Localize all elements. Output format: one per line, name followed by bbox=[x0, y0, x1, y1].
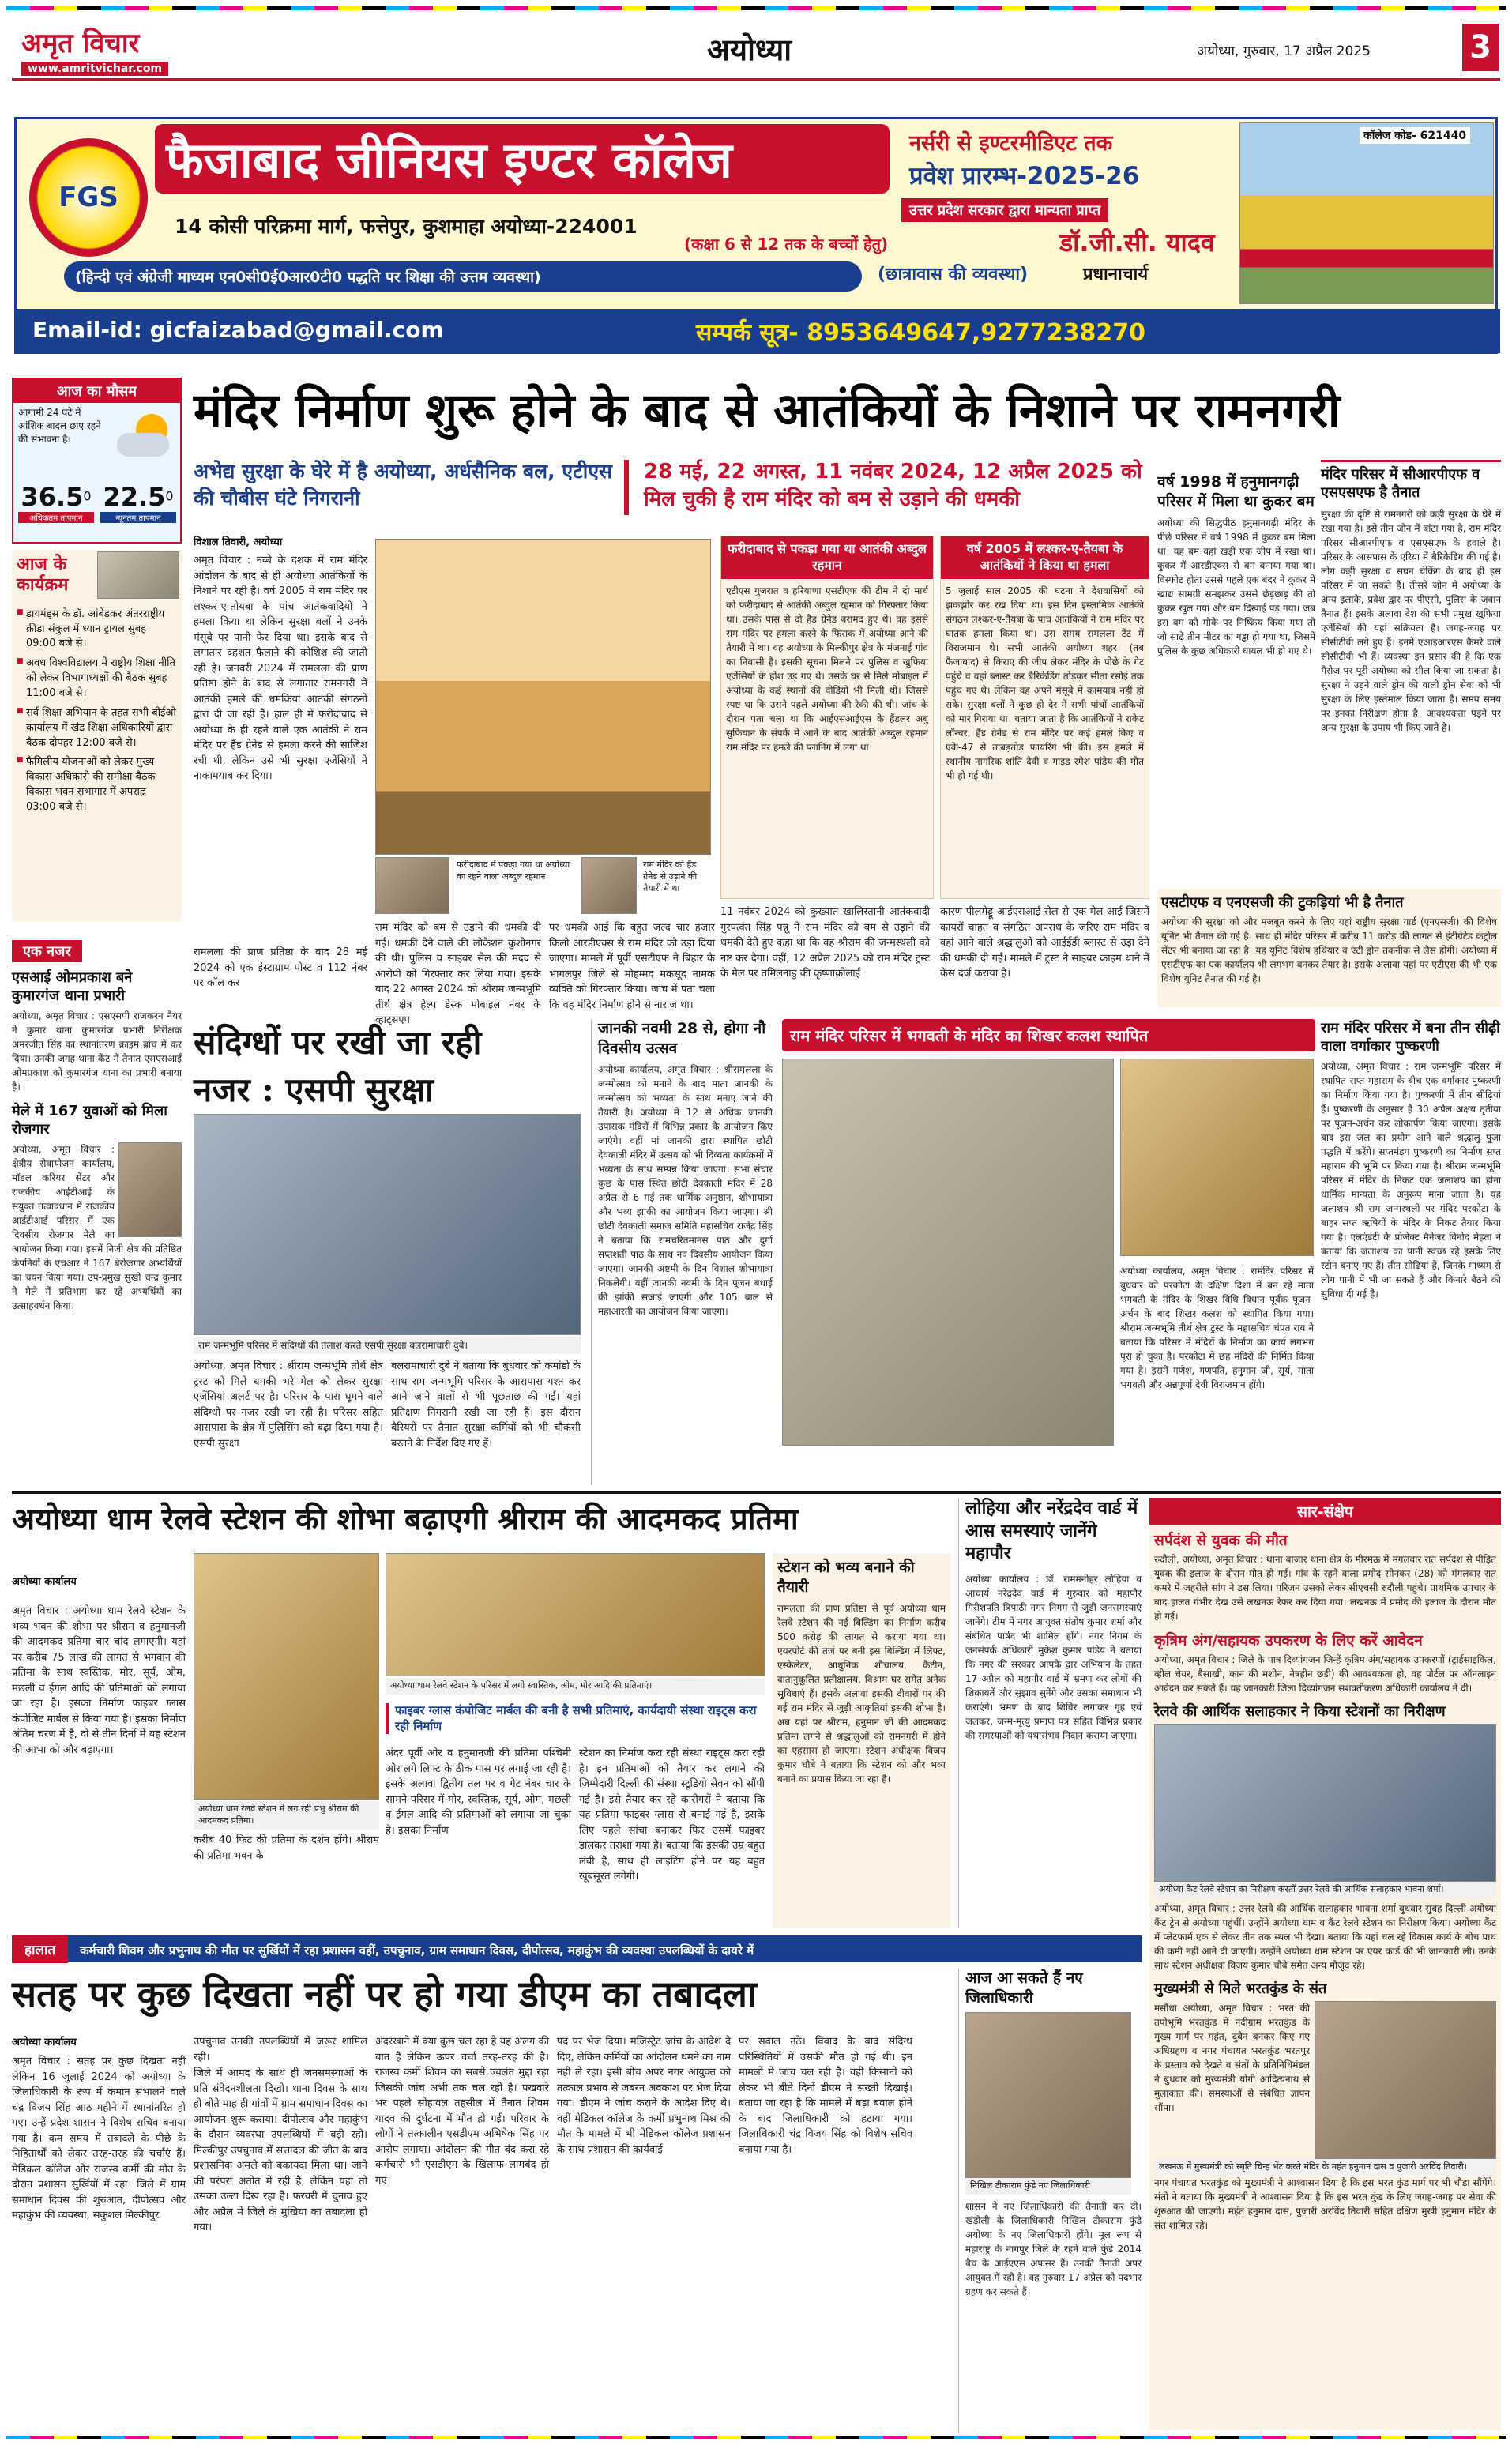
new-dm-photo bbox=[965, 2012, 1131, 2178]
dm-text-2: उपचुनाव उनकी उपलब्धियों में जरूर शामिल रही। bbox=[194, 2036, 367, 2063]
max-temp bbox=[18, 482, 94, 523]
saar-cm-photo bbox=[1315, 2001, 1496, 2159]
station-box-text: रामलला की प्राण प्रतिष्ठा से पूर्व अयोध्या धाम रेलवे स्टेशन की नई बिल्डिंग का निर्माण करीब 500 करोड़ की लागत से कराया गया था। एयरपोर्ट की तर्ज पर बनी इस बिल्डिंग में लिफ्ट, एस्केलेटर, आधुनिक शौचालय, कैटीन, वातानुकूलित प्रतीक्षालय, विश्राम घर समेत अनेक सुविधाएं हैं। इसके अलावा इसकी दीवारों पर की गई राम मंदिर से जुड़ी आकृतियां इसकी शोभा है। अब यहां पर श्रीराम, हनुमान जी की आदमकद प्रतिमा लगने से श्रद्धालुओं को रामनगरी में होने का एहसास हो जाएगा। स्टेशन अधीक्षक विजय कुमार चौबे ने बताया कि स्टेशन को और भव्य बनाने का प्रयास किया जा रहा है। bbox=[777, 1603, 946, 1785]
saar-head-4: मुख्यमंत्री से मिले भरतकुंड के संत bbox=[1154, 1980, 1327, 1997]
ek-nazar-text-2: अयोध्या, अमृत विचार : क्षेत्रीय सेवायोजन कार्यालय, मॉडल करियर सेंटर और राजकीय आईटीआई के संयुक्त तत्वावधान में राजकीय आईटीआई परिसर में एक दिवसीय रोजगार मेले का आयोजन किया गया। इसमें निजी क्षेत्र की प्रतिष्ठित कंपनियों के एचआर ने 167 बेरोजगार अभ्यर्थियों का चयन किया गया। उप-प्रमुख सुखी चन्द्र कुमार ने मेले में प्रतिभाग कर रहे अभ्यर्थियों का उत्साहवर्धन किया। bbox=[12, 1143, 182, 1311]
saar-sankshep bbox=[1149, 1498, 1501, 2430]
dm-text-1: अमृत विचार : सतह पर कुछ दिखता नहीं लेकिन 16 जुलाई 2024 को अयोध्या के जिलाधिकारी के रूप में कमान संभालने वाले चंद्र विजय सिंह आठ महीने में स्थानांतरित हो गए। उन्हें प्रदेश शासन ने विशेष सचिव बनाया गया है। कम समय में तबादले के पीछे के निहितार्थों को लेकर तरह-तरह की चर्चाएं हैं। मेडिकल कॉलेज और राजस्व कर्मी की मौत के दौरान प्रशासन सुर्खियों में रहा। जिले में ग्राम समाधान दिवस की शुरुआत, दीपोत्सव और महाकुंभ की व्यवस्था, सकुशल मिल्कीपुर bbox=[12, 2056, 186, 2221]
masthead bbox=[12, 17, 1500, 81]
lashkar-box-text: 5 जुलाई साल 2005 की घटना ने देशवासियों को झकझोर कर रख दिया था। इस दिन इस्लामिक आतंकी संगठन लश्कर-ए-तैयबा के पांच आतंकियों ने राम मंदिर पर घातक हमला किया था। उस समय रामलला टेंट में विराजमान थे। सभी आतंकी अयोध्या शहर। (तब फैजाबाद) से किराए की जीप लेकर मंदिर के पीछे के गेट पहुंचे व वहां ब्लास्ट कर बैरिकेडिंग तोड़कर सीता रसोई तक पहुंच गए थे। लेकिन वह अपने मंसूबे में कामयाब नहीं हो सके। सुरक्षा बलों ने कुछ ही देर में सभी पांचों आतंकियों को मार गिराया था। बताया जाता है कि आतंकियों ने राकेट लॉन्चर, हैंड ग्रेनेड से राम मंदिर पर कई हमले किए व एके-47 से ताबड़तोड़ फायरिंग भी की। इस हमले में स्थानीय नागरिक शांति देवी व गाइड रमेश पांडेय की मौत भी हो गई थी। bbox=[946, 585, 1144, 781]
railway-photo-1 bbox=[194, 1553, 379, 1800]
today-item: ■ सर्व शिक्षा अभियान के तहत सभी बीईओ कार्यालय में खंड शिक्षा अधिकारियों द्वारा बैठक दोपहर 12:00 बजे से। bbox=[17, 706, 177, 751]
dm-text-5: पद पर भेज दिया। मजिस्ट्रेट जांच के आदेश दे दिए, लेकिन कर्मियों का आंदोलन थमने का नाम नहीं ले रहा। इसी बीच अपर नगर आयुक्त को तत्काल प्रभाव से जबरन अवकाश पर भेज दिया गया। डीएम ने जांच कराने के आदेश दिए थे। वहीं मेडिकल कॉलेज के कर्मी प्रभुनाथ मिश्र की मौत के मामले में भी मेडिकल कॉलेज प्रशासन के साथ प्रशासन की कार्यवाई bbox=[557, 2036, 731, 2156]
registration-strip-bottom bbox=[6, 2436, 1506, 2439]
railway-text-3: अंदर पूर्वी ओर व हनुमानजी की प्रतिमा पश्चिमी ओर लगे लिफ्ट के ठीक पास पर लगाई जा रही है। इसके अलावा द्वितीय तल पर व गेट नंबर चार के सामने परिसर में मोर, स्वस्तिक, सूर्य, ओम, मछली व ईगल आदि की प्रतिमाओं को लगाया जा चुका है। इसका निर्माण bbox=[386, 1747, 571, 1837]
ad-logo-text: FGS bbox=[58, 182, 118, 213]
saar-railway-photo bbox=[1154, 1724, 1496, 1882]
crpf-head: मंदिर परिसर में सीआरपीएफ व एसएसएफ है तैनात bbox=[1321, 460, 1501, 502]
today-temple-photo bbox=[97, 551, 179, 599]
faridabad-box-head: फरीदाबाद से पकड़ा गया था आतंकी अब्दुल रहमान bbox=[721, 536, 933, 579]
ek-nazar-section bbox=[12, 940, 182, 1485]
kalash-photo-1 bbox=[782, 1059, 1114, 1446]
dm-headline: सतह पर कुछ दिखता नहीं पर हो गया डीएम का तबादला bbox=[12, 1973, 757, 2015]
ek-nazar-label: एक नजर bbox=[12, 940, 82, 962]
faridabad-box-text: एटीएस गुजरात व हरियाणा एसटीएफ की टीम ने दो मार्च को फरीदाबाद से आतंकी अब्दुल रहमान को गिरफ्तार किया था। उसके पास से दो हैंड ग्रेनेड बरामद हुए थे। वह इससे राम मंदिर पर हमला करने के फिराक में अयोध्या आने की तैयारी में था। वह अयोध्या के मिल्कीपुर क्षेत्र के मंजनाई गांव का निवासी है। इसकी सूचना मिलने पर पुलिस व खुफिया एजेंसियों के होश उड़ गए थे। उसके घर से मिले मोबाइल में अयोध्या के कई स्थानों की वीडियो भी मिली थी। जिससे स्पष्ट था कि उसने पहले अयोध्या की रेकी की थी। जांच के दौरान पता चला था कि आईएसआईएस के हैंडलर अबु सुफियान के संपर्क में आने के बाद आतंकी अब्दुल रहमान राम मंदिर पर हमले की प्लानिंग में लगा था। bbox=[726, 585, 928, 753]
college-advertisement bbox=[14, 117, 1498, 354]
lead-deck-left: अभेद्य सुरक्षा के घेरे में है अयोध्या, अर्धसैनिक बल, एटीएस की चौबीस घंटे निगरानी bbox=[194, 460, 612, 510]
lead-text-col4: 11 नवंबर 2024 को कुख्यात खालिस्तानी आतंकवादी गुरपत्वंत सिंह पन्नू ने राम मंदिर को बम से उड़ाने की धमकी देते हुए कहा था कि वह श्रीराम की जन्मस्थली को नष्ट कर देगा। वहीं, 12 अप्रैल 2025 को राम मंदिर ट्रस्ट के मेल पर तमिलनाडु की कृष्णाकोलाई bbox=[720, 906, 930, 980]
ad-college-photo bbox=[1239, 122, 1494, 304]
pushkarni-text: अयोध्या, अमृत विचार : राम जन्मभूमि परिसर में स्थापित सप्त महाराम के बीच एक वर्गाकार पुष्करणी का निर्माण किया गया है। पुष्करणी में तीन सीढ़ियां हैं। पुष्करणी के अनुसार है 30 अप्रैल अक्षय तृतीया पर पूजन-अर्चन कर लोकार्पण किया जाएगा। इसके बाद इस जल का प्रयोग आने वाले श्रद्धालु पूजा पद्धति में करेंगे। सप्तमंडप पुष्करणी का निर्माण सप्त महाराम की भूमि पर किया गया है। श्रीराम जन्मभूमि परिसर में मंदिर के निकट एक जलाशय का होना धार्मिक मान्यता के अनुरूप माना जाता है। यह जलाशय श्री राम जन्मस्थली पर मंदिर परकोटा के बाहर सप्त ऋषियों के मंदिर के निकट तैयार किया गया है। एलएंडटी के प्रोजेक्ट मैनेजर विनोद मेहता ने बताया कि जलाशय का पानी स्वच्छ रहे इसके लिए स्टोन बनाए गए हैं। तीन सीढ़ियां हैं, जिनके माध्यम से लोग पानी में भी जा सकते हैं और किनारे बैठने की सुविधा दी गई है। bbox=[1321, 1060, 1501, 1300]
ek-nazar-text-1: अयोध्या, अमृत विचार : एसएसपी राजकरन नैयर ने कुमार थाना कुमारगंज प्रभारी निरीक्षक अमरजीत सिंह का स्थानांतरण क्राइम ब्रांच में कर दिया। उनकी जगह थाना कैंट में तैनात एसएसआई ओमप्रकाश को कुमारगंज थाना का प्रभारी बनाया है। bbox=[12, 1010, 182, 1093]
railway-caption-2: अयोध्या धाम रेलवे स्टेशन के परिसर में लगी स्वास्तिक, ओम, मोर आदि की प्रतिमाएं। bbox=[386, 1678, 765, 1695]
ek-nazar-job-photo bbox=[118, 1142, 182, 1237]
railway-photo-2 bbox=[386, 1553, 765, 1676]
ad-logo bbox=[29, 138, 148, 257]
lead-caption-2: राम मंदिर को हैंड ग्रेनेड से उड़ाने की तैयारी में था bbox=[638, 857, 713, 914]
lead-caption-1: फरीदाबाद में पकड़ा गया था अयोध्या का रहने वाला अब्दुल रहमान bbox=[452, 857, 578, 914]
lohia-story bbox=[958, 1498, 1142, 1928]
dm-text-4: अंदरखाने में क्या कुछ चल रहा है यह अलग की बात है लेकिन ऊपर चर्चा तरह-तरह की है। राजस्व कर्मी शिवम का सबसे ज्वलंत मुद्दा रहा जिसकी जांच अभी तक चल रही है। पखवारे भर पहले सोहावल तहसील में तैनात शिवम यादव की दुर्घटना में मौत हो गई। परिवार के लोगों ने तत्कालीन एसडीएम अभिषेक सिंह पर आरोप लगाया। आंदोलन की गीत बंद करा रहे कर्मचारी भी एसडीएम के खिलाफ लामबंद हो गए। bbox=[375, 2036, 549, 2187]
lead-text-col5: कारण पीलमेड्डू आईएसआई सेल से एक मेल आई जिसमें कायरों चाहत व संगठित अपराध के जरिए राम मंदिर व वहां आने वाले श्रद्धालुओं को आईईडी ब्लास्ट से उड़ा देने की धमकी दी गई। मामले में ट्रस्ट ने साइबर क्राइम थाने में केस दर्ज कराया है। bbox=[940, 906, 1149, 980]
ad-admission: प्रवेश प्रारम्भ-2025-26 bbox=[909, 162, 1140, 190]
min-temp-value: 22.5 bbox=[103, 482, 166, 512]
brand-site: www.amritvichar.com bbox=[21, 62, 168, 76]
sp-text-1: अयोध्या, अमृत विचार : श्रीराम जन्मभूमि तीर्थ क्षेत्र ट्रस्ट को मिले धमकी भरे मेल को लेकर सुरक्षा एजेंसियां अलर्ट पर है। परिसर के पास घूमने वाले संदिग्धों पर नजर रखी जा रही है। परिसर सहित आसपास के क्षेत्र में पुलिसिंग को बढ़ा दिया गया है। एसपी सुरक्षा bbox=[194, 1360, 383, 1450]
pushkarni-head: राम मंदिर परिसर में बना तीन सीढ़ी वाला वर्गाकार पुष्करणी bbox=[1321, 1020, 1500, 1055]
dm-text-3: जिले में आमद के साथ ही जनसमस्याओं के प्रति संवेदनशीलता दिखी। थाना दिवस के साथ ही बीते माह ही गांवों में ग्राम समाधान दिवस का आयोजन शुरू कराया। दीपोत्सव और महाकुंभ के दौरान व्यवस्था उपलब्धियों में बड़ी रही। मिल्कीपुर उपचुनाव में सत्तादल की जीत के बाद प्रशासनिक अमले को बकायदा मिला था। जाने की परंपरा अतीत में रही है, लेकिन यहां तो उसका उल्टा दिख रहा है। फरवरी में चुनाव हुए और अप्रैल में जिले के मुखिया का तबादला हो गया। bbox=[194, 2067, 367, 2233]
today-title: आज के कार्यक्रम bbox=[17, 555, 69, 596]
today-programs bbox=[12, 550, 182, 921]
station-box bbox=[773, 1553, 950, 1928]
max-temp-label: अधिकतम तापमान bbox=[18, 512, 94, 523]
lashkar-box bbox=[940, 536, 1149, 899]
dm-text-6: पर सवाल उठे। विवाद के बाद संदिग्ध परिस्थितियों में उसकी मौत हो गई थी। इन मामलों में जांच चल रही है। वहीं किसानों को लेकर भी बीते दिनों डीएम ने सख्ती दिखाई। बताया जा रहा है कि मामले में बड़ा बवाल होने के बाद जिलाधिकारी को हटाया गया। जिलाधिकारी चंद्र विजय सिंह को विशेष सचिव बनाया गया है। bbox=[739, 2036, 912, 2156]
lead-deck-right: 28 मई, 22 अगस्त, 11 नवंबर 2024, 12 अप्रैल 2025 को मिल चुकी है राम मंदिर को बम से उड़ाने की धमकी bbox=[644, 460, 1142, 512]
new-dm-box bbox=[958, 1969, 1142, 2433]
ad-college-code: कॉलेज कोड- 621440 bbox=[1360, 127, 1470, 144]
railway-text-1: अमृत विचार : अयोध्या धाम रेलवे स्टेशन के भव्य भवन की शोभा पर श्रीराम व हनुमानजी की आदमकद प्रतिमा चार चांद लगाएगी। यहां पर करीब 75 लाख की लागत से भगवान की प्रतिमा के साथ स्वस्तिक, मोर, सूर्य, ओम, मछली व ईगल आदि की प्रतिमाओं को लगाया जा रहा है। इसका निर्माण फाइबर ग्लास कंपोजिट मार्बल से किया गया है। इसका निर्माण अंतिम चरण में है, दो से तीन दिनों में यह स्टेशन की आभा को और बढ़ाएगा। bbox=[12, 1605, 186, 1756]
min-temp-degree: 0 bbox=[165, 488, 174, 504]
railway-text-2: करीब 40 फिट की प्रतिमा के दर्शन होंगे। श्रीराम की प्रतिमा भवन के bbox=[194, 1834, 379, 1862]
haalaat-text: कर्मचारी शिवम और प्रभुनाथ की मौत पर सुर्खियों में रहा प्रशासन वहीं, उपचुनाव, ग्राम समाधान दिवस, दीपोत्सव, महाकुंभ की व्यवस्था उपलब्धियों के दायरे में bbox=[80, 1943, 754, 1958]
saar-text-4: मसौधा अयोध्या, अमृत विचार : भरत की तपोभूमि भरतकुंड में नंदीग्राम भरतकुंड के मुख्य मार्ग पर महंत, दुबैन बनकर किए गए अधिग्रहण व नगर पंचायत भरतकुंड भरतपुर के प्रस्ताव को देखते व संतों के प्रतिनिधिमंडल ने बुधवार को मुख्यमंत्री योगी आदित्यनाथ से मुलाकात की। समस्याओं से संबंधित ज्ञापन सौंपा। bbox=[1154, 2002, 1310, 2113]
ram-mandir-photo bbox=[375, 539, 711, 855]
nsg-text: अयोध्या की सुरक्षा को और मजबूत करने के लिए यहां राष्ट्रीय सुरक्षा गार्ड (एनएसजी) की विशेष यूनिट भी तैनात की गई है। साथ ही मंदिर परिसर में करीब 11 करोड़ की लागत से इंटीग्रेटेड कंट्रोल सेंटर भी बनाया जा रहा है। यह यूनिट विशेष हथियार व एंटी ड्रोन तकनीक से लैस होगी। अयोध्या में एसटीएफ का एक कार्यालय भी लगभग बनकर तैयार है। इसके अलावा यहां पर एटीएस की भी एक विशेष यूनिट तैनात की गई है। bbox=[1161, 916, 1497, 984]
saar-text-3: अयोध्या, अमृत विचार : उत्तर रेलवे की आर्थिक सलाहकार भावना शर्मा बुधवार सुबह दिल्ली-अयोध्या कैंट ट्रेन से अयोध्या पहुंचीं। उन्होंने अयोध्या धाम व कैंट रेलवे स्टेशन का निरीक्षण किया। अयोध्या कैंट में प्लेटफार्म एक से लेकर तीन तक स्थल भी देखा। बताया कि यहां चल रहे विकास कार्य के बीच पाथ की कमी नहीं आने दी जाएगी। उन्होंने अयोध्या धाम स्टेशन पर एयर कार्ड की भी जानकारी ली। उनके साथ स्टेशन अधीक्षक विजय कुमार चौबे समेत अन्य मौजूद रहे। bbox=[1154, 1902, 1496, 1971]
ad-nursery: नर्सरी से इण्टरमीडिएट तक bbox=[909, 131, 1113, 156]
dm-byline: अयोध्या कार्यालय bbox=[12, 2037, 77, 2048]
saar-head-1: सर्पदंश से युवक की मौत bbox=[1154, 1532, 1288, 1549]
kalash-photo-2 bbox=[1120, 1059, 1314, 1256]
ad-principal: डॉ.जी.सी. यादव bbox=[1059, 228, 1215, 258]
sp-text-2: बलरामाचारी दुबे ने बताया कि बुधवार को कमांडो के साथ राम जन्मभूमि परिसर के आसपास गश्त कर आने जाने वालों से भी पूछताछ की गई। यहां प्रतिक्षण निगरानी रखी जा रही है। इस दौरान बैरियरों पर तैनात सुरक्षा कर्मियों को भी चौकसी बरतने के निर्देश दिए गए हैं। bbox=[391, 1360, 581, 1450]
ek-nazar-headline-2: मेले में 167 युवाओं को मिला रोजगार bbox=[12, 1102, 167, 1138]
crpf-text: सुरक्षा की दृष्टि से रामनगरी को कड़ी सुरक्षा के घेरे में रखा गया है। इसे तीन जोन में बांटा गया है, राम मंदिर परिसर सीआरपीएफ व एसएसएफ के हवाले है। परिसर के आसपास के एरिया में बैरिकेडिंग की गई है। लोग कड़ी सुरक्षा व सघन चेकिंग के बाद ही इस परिसर में जा सकते हैं। तीसरे जोन में अयोध्या के अन्य इलाके, प्रवेश द्वार पर पीएसी, पुलिस के जवान तैनात हैं। इसके अलावा देश की सभी प्रमुख खुफिया एजेंसियों की यहां सक्रियता है। जगह-जगह पर सीसीटीवी लगे हुए हैं। इनमें एआइआरएस कैमरे वाले सीसीटीवी भी हैं। व्यवस्था इन प्रसार की है कि एक मैसेज पर पूरी अयोध्या को सील किया जा सकता है। सुरक्षा ने उड़ने वाले ड्रोन की वाली ड्रोन सेवा को भी सुरक्षा के लिए इस्तेमाल किया जाता है। समय समय पर इनका निरीक्षण होता है। आवश्यकता पड़ने पर अन्य सुरक्षा के उपाय भी किए जाते हैं। bbox=[1321, 508, 1501, 733]
lead-text-col2: राम मंदिर को बम से उड़ाने की धमकी दी गई। धमकी देने वाले की लोकेशन कुशीनगर की थी। पुलिस व साइबर सेल की मदद से आरोपी को गिरफ्तार कर लिया गया। इसके बाद 22 अगस्त 2024 को श्रीराम जन्मभूमि तीर्थ क्षेत्र हेल्प डेस्क मोबाइल नंबर के व्हाट्सएप bbox=[375, 922, 541, 1026]
weather-title: आज का मौसम bbox=[13, 379, 180, 403]
ad-contact: सम्पर्क सूत्र- 8953649647,9277238270 bbox=[696, 319, 1145, 347]
railway-caption-1: अयोध्या धाम रेलवे स्टेशन में लग रही प्रभु श्रीराम की आदमकद प्रतिमा। bbox=[194, 1801, 379, 1830]
faridabad-box bbox=[720, 536, 934, 899]
lead-text-col3: पर धमकी आई कि बहुत जल्द चार हजार किलो आरडीएक्स से राम मंदिर को उड़ा दिया जाएगा। मामले में पूर्वी एसटीएफ ने बिहार के भागलपुर जिले से मोहम्मद मकसूद नामक व्यक्ति को गिरफ्तार किया। जांच में पता चला कि वह मंदिर निर्माण होने से नाराज था। bbox=[549, 922, 715, 1011]
kalash-headline: राम मंदिर परिसर में भगवती के मंदिर का शिखर कलश स्थापित bbox=[782, 1019, 1315, 1051]
sidebar-crpf bbox=[1321, 460, 1501, 871]
saar-head-2: कृत्रिम अंग/सहायक उपकरण के लिए करें आवेदन bbox=[1154, 1632, 1423, 1649]
sidebar-nsg bbox=[1157, 889, 1501, 1007]
saar-text-1: रुदौली, अयोध्या, अमृत विचार : थाना बाजार थाना क्षेत्र के मीरमऊ में मंगलवार रात सर्पदंश से पीड़ित युवक की इलाज के दौरान मौत हो गई। गांव के रहने वाला प्रमोद सोनकर (28) को मंगलवार रात कमरे में जहरीले सांप ने डस लिया। परिजन उसको लेकर सीएचसी रुदौली पहुंचे। प्राथमिक उपचार के बाद हालत गंभीर देख उसे लखनऊ रेफर कर दिया गया। लखनऊ में प्रमोद की इलाज के दौरान मौत हो गई। bbox=[1154, 1554, 1496, 1622]
ad-recognition: उत्तर प्रदेश सरकार द्वारा मान्यता प्राप्त bbox=[901, 198, 1108, 222]
lead-text-col1b: रामलला की प्राण प्रतिष्ठा के बाद 28 मई 2024 को एक इंस्टाग्राम पोस्ट व 112 नंबर पर कॉल कर bbox=[194, 946, 367, 989]
today-item: ■ फैमिलीय योजनाओं को लेकर मुख्य विकास अधिकारी की समीक्षा बैठक विकास भवन सभागार में अपराह्न 03:00 बजे से। bbox=[17, 755, 177, 814]
edition-date: अयोध्या, गुरुवार, 17 अप्रैल 2025 bbox=[1197, 43, 1371, 59]
min-temp-label: न्यूनतम तापमान bbox=[100, 512, 176, 523]
ad-medium: (हिन्दी एवं अंग्रेजी माध्यम एन0सी0ई0आर0टी0 पद्धति पर शिक्षा की उत्तम व्यवस्था) bbox=[64, 261, 862, 292]
pushkarni-story bbox=[1321, 1019, 1501, 1485]
ad-classes: (कक्षा 6 से 12 तक के बच्चों हेतु) bbox=[684, 235, 889, 254]
registration-strip-top bbox=[6, 6, 1506, 10]
lashkar-box-head: वर्ष 2005 में लश्कर-ए-तैयबा के आतंकियों ने किया था हमला bbox=[941, 536, 1149, 579]
ek-nazar-headline-1: एसआई ओमप्रकाश बने कुमारगंज थाना प्रभारी bbox=[12, 969, 133, 1005]
ad-address: 14 कोसी परिक्रमा मार्ग, फत्तेपुर, कुशमाहा अयोध्या-224001 bbox=[175, 215, 638, 238]
new-dm-text: शासन ने नए जिलाधिकारी की तैनाती कर दी। खंडौली के जिलाधिकारी निखिल टीकाराम फुंडे अयोध्या के नए जिलाधिकारी होंगे। मूल रूप से महाराष्ट्र के नागपुर जिले के रहने वाले फुंडे 2014 बैच के आईएएस अफसर हैं। उनकी तैनाती अपर आयुक्त में रही है। वह गुरुवार 17 अप्रैल को पदभार ग्रहण कर सकते हैं। bbox=[965, 2201, 1142, 2298]
lead-byline: विशाल तिवारी, अयोध्या bbox=[194, 536, 283, 548]
railway-subhead: फाइबर ग्लास कंपोजिट मार्बल की बनी है सभी प्रतिमाएं, कार्यदायी संस्था राइट्स करा रही निर्माण bbox=[386, 1703, 765, 1734]
saar-caption-3: अयोध्या कैंट रेलवे स्टेशन का निरीक्षण करतीं उत्तर रेलवे की आर्थिक सलाहकार भावना शर्मा। bbox=[1154, 1882, 1496, 1898]
saar-head-3: रेलवे की आर्थिक सलाहकार ने किया स्टेशनों का निरीक्षण bbox=[1154, 1703, 1446, 1720]
lead-headline: मंदिर निर्माण शुरू होने के बाद से आतंकियों के निशाने पर रामनगरी bbox=[194, 383, 1341, 438]
abdul-rahman-photo-1 bbox=[375, 857, 449, 914]
brand-logo: अमृत विचार bbox=[21, 28, 140, 59]
sp-caption: राम जन्मभूमि परिसर में संदिग्धों की तलाश करते एसपी सुरक्षा बलरामाचारी दुबे। bbox=[194, 1337, 581, 1354]
cooker-bomb-text: अयोध्या की सिद्धपीठ हनुमानगढ़ी मंदिर के पीछे परिसर में वर्ष 1998 में कुकर बम मिला था। यह बम वहां खड़ी एक जीप में रखा था। कुकर में आरडीएक्स से बम बनाया गया था। विस्फोट होता उससे पहले एक बंदर ने कुकर में खाद्य सामग्री समझकर उससे छेड़छाड़ की तो कुकर खुल गया और बम दिखाई पड़ गया। जब इस बम को मौके पर निष्क्रिय किया गया तो जो साढ़े तीन मीटर का गड्ढा हो गया था, जिसमें पुलिस के कुछ अधिकारी घायल भी हो गए थे। bbox=[1157, 517, 1315, 657]
lead-text-col1: अमृत विचार : नब्बे के दशक में राम मंदिर आंदोलन के बाद से ही अयोध्या आतंकियों के निशाने पर रही है। वर्ष 2005 में राम मंदिर पर लश्कर-ए-तोयबा के पांच आतंकवादियों ने हमला किया था लेकिन सुरक्षा बलों ने उनके मंसूबे पर पानी फेर दिया था। इसके बाद से लगातार दहशत फैलाने की कोशिश की जाती रही है। जनवरी 2024 में रामलला की प्राण प्रतिष्ठा होने के बाद से लगातार रामनगरी में आतंकी हमले की धमकियां आतंकी संगठनों द्वारा दी जा रही हैं। हाल ही में फरीदाबाद से अयोध्या के ही रहने वाले एक आतंकी ने राम मंदिर पर हैंड ग्रेनेड से हमला करने की साजिश रची थी, लेकिन उसे भी सुरक्षा एजेंसियों ने नाकामयाब कर दिया। bbox=[194, 555, 367, 782]
saar-caption-4: लखनऊ में मुख्यमंत्री को स्मृति चिन्ह भेंट करते मंदिर के महंत हनुमान दास व पुजारी अरविंद तिवारी। bbox=[1154, 2159, 1496, 2176]
section-rule bbox=[12, 1491, 1501, 1494]
weather-box bbox=[12, 378, 182, 544]
janaki-text: अयोध्या कार्यालय, अमृत विचार : श्रीरामलला के जन्मोत्सव को मनाने के बाद माता जानकी के जन्मोत्सव को भव्यता के साथ मनाए जाने की तैयारी है। अयोध्या में 12 से अधिक जानकी उपासक मंदिरों में विभिन्न प्रकार के आयोजन किए जाएंगे। वहीं मां जानकी द्वारा स्थापित छोटी देवकाली मंदिर में उत्सव को भी दिव्यता कार्यक्रमों में भव्यता के साथ सम्पन्न किया जाएगा। सभा संचार कुछ के पास स्थित छोटी देवकाली मंदिर में 28 अप्रैल से 6 मई तक धार्मिक अनुष्ठान, शोभायात्रा और भव्य झांकी का आयोजन किया जाएगा। श्री छोटी देवकाली समाज समिति महासचिव राजेंद्र सिंह ने बताया कि रामचरितमानस पाठ और दुर्गा सप्तशती पाठ के साथ नव दिवसीय आयोजन किया जाएगा। जानकी अष्टमी के दिन विशाल शोभायात्रा निकलेगी। वहीं जानकी नवमी के दिन पूजन बधाई की झांकी सजाई जाएगी और 105 बाल से महाआरती का आयोजन किया जाएगा। bbox=[598, 1064, 773, 1318]
new-dm-head: आज आ सकते हैं नए जिलाधिकारी bbox=[965, 1969, 1083, 2007]
today-item: ■ डायमंड्स के डॉ. आंबेडकर अंतरराष्ट्रीय क्रीडा संकुल में ध्यान ट्रायल सुबह 09:00 बजे से। bbox=[17, 607, 177, 653]
cooker-bomb-head: वर्ष 1998 में हनुमानगढ़ी परिसर में मिला था कुकर बम bbox=[1157, 473, 1315, 510]
max-temp-value: 36.5 bbox=[21, 482, 84, 512]
railway-headline: अयोध्या धाम रेलवे स्टेशन की शोभा बढ़ाएगी श्रीराम की आदमकद प्रतिमा bbox=[12, 1501, 799, 1537]
saar-text-2: अयोध्या, अमृत विचार : जिले के पात्र दिव्यांगजन जिन्हें कृत्रिम अंग/सहायक उपकरणों (ट्राईसाइकिल, व्हील चेयर, बैसाखी, कान की मशीन, नेत्रहीन छड़ी) की आवश्यकता हो, वह पोर्टल पर ऑनलाइन आवेदन कर सकते हैं। यह जानकारी जिला दिव्यांगजन सशक्तीकरण अधिकारी कार्यालय ने दी। bbox=[1154, 1654, 1496, 1694]
nsg-head: एसटीएफ व एनएसजी की टुकड़ियां भी है तैनात bbox=[1161, 894, 1404, 911]
lohia-headline: लोहिया और नरेंद्रदेव वार्ड में आस समस्याएं जानेंगे महापौर bbox=[965, 1499, 1138, 1564]
deck-divider bbox=[624, 460, 629, 515]
weather-desc: आगामी 24 घंटे में आंशिक बादल छाए रहने की संभावना है। bbox=[18, 407, 101, 445]
railway-text-4: स्टेशन का निर्माण करा रही संस्था राइट्स करा रही है। इन प्रतिमाओं को तैयार कर लगाने की जिम्मेदारी दिल्ली की संस्था स्टूडियो सेवन को सौंपी गई है। इसे तैयार कर रहे कारीगरों ने बताया कि यह प्रतिमा फाइबर ग्लास से बनाई गई है, इसके लिए पहले सांचा बनाकर फिर उसमें फाइबर डालकर तराशा गया है। बताया कि इसकी उम्र बहुत लंबी है, साथ ही लाइटिंग होने पर यह बहुत खूबसूरत लगेगी। bbox=[579, 1747, 765, 1883]
today-item: ■ अवध विश्वविद्यालय में राष्ट्रीय शिक्षा नीति को लेकर विभागाध्यक्षों की बैठक सुबह 11:00 बजे से। bbox=[17, 656, 177, 702]
max-temp-degree: 0 bbox=[83, 488, 92, 504]
janaki-story bbox=[591, 1019, 773, 1485]
sidebar-cooker-bomb bbox=[1157, 472, 1315, 883]
sun-cloud-icon bbox=[112, 411, 175, 466]
page-number: 3 bbox=[1462, 24, 1499, 71]
station-box-head: स्टेशन को भव्य बनाने की तैयारी bbox=[777, 1559, 915, 1596]
ad-hostel: (छात्रावास की व्यवस्था) bbox=[878, 265, 1029, 284]
city-name: अयोध्या bbox=[707, 32, 792, 67]
ad-principal-title: प्रधानाचार्य bbox=[1083, 265, 1149, 284]
ad-title: फैजाबाद जीनियस इण्टर कॉलेज bbox=[155, 124, 890, 194]
new-dm-caption: निखिल टीकाराम फुंडे नए जिलाधिकारी bbox=[965, 2178, 1131, 2195]
lohia-text: अयोध्या कार्यालय : डॉ. राममनोहर लोहिया व आचार्य नरेंद्रदेव वार्ड में गुरुवार को महापौर गिरीशपति त्रिपाठी नगर निगम से जुड़ी जनसमस्याएं जानेंगे। टीम में नगर आयुक्त संतोष कुमार शर्मा और संबंधित पार्षद भी शामिल होंगे। नगर निगम के जनसंपर्क अधिकारी मुकेश कुमार पांडेय ने बताया कि नगर की सरकार आपके द्वार अभियान के तहत 17 अप्रैल को महापौर वार्ड में भ्रमण कर लोगों की शिकायतें और सुझाव सुनेंगे और उसका समाधान भी कराएंगे। भ्रमण के बाद शिविर लगाकर गृह एवं जलकर, जन्म-मृत्यु प्रमाण पत्र सहित विभिन्न प्रकार की समस्याओं को यथासंभव निदान कराया जाएगा। bbox=[965, 1573, 1142, 1741]
saar-text-4b: नगर पंचायत भरतकुंड को मुख्यमंत्री ने आश्वासन दिया है कि इस भरत कुंड मार्ग पर भी चौड़ा सौंपेंगे। संतों ने बताया कि मुख्यमंत्री ने आश्वासन दिया है कि इस भरत कुंड के लिए जगह-जगह पर सेवा की शुरुआत की जाएगी। महंत हनुमान दास, पुजारी अरविंद तिवारी सहित दक्षिण मुखी हनुमान मंदिर के संत शामिल रहे। bbox=[1154, 2176, 1496, 2231]
saar-label: सार-संक्षेप bbox=[1149, 1498, 1501, 1525]
ad-email: Email-id: gicfaizabad@gmail.com bbox=[17, 309, 1500, 353]
sp-security-photo bbox=[194, 1114, 581, 1335]
haalaat-strip bbox=[12, 1935, 1142, 1962]
sp-headline-2: नजर : एसपी सुरक्षा bbox=[194, 1070, 434, 1109]
sp-headline-1: संदिग्धों पर रखी जा रही bbox=[194, 1023, 482, 1062]
min-temp bbox=[100, 482, 176, 523]
kalash-text: अयोध्या कार्यालय, अमृत विचार : रामंदिर परिसर में बुधवार को परकोटा के दक्षिण दिशा में बन रहे माता भगवती के मंदिर के शिखर विधि विधान पूर्वक पूजन-अर्चन के बाद शिखर कलश को स्थापित किया गया। श्रीराम जन्मभूमि तीर्थ क्षेत्र ट्रस्ट के महासचिव चंपत राय ने बताया कि परिसर में मंदिरों के निर्माण का कार्य लगभग पूरा हो चुका है। परकोटा में छह मंदिरों की निर्मित किया गया है। इसमें गणेश, गणपति, हनुमान जी, सूर्य, माता भगवती और अन्नपूर्णा देवी विराजमान होंगे। bbox=[1120, 1266, 1314, 1390]
abdul-rahman-photo-2 bbox=[581, 857, 637, 914]
railway-byline: अयोध्या कार्यालय bbox=[12, 1576, 77, 1588]
janaki-headline: जानकी नवमी 28 से, होगा नौ दिवसीय उत्सव bbox=[598, 1020, 766, 1057]
haalaat-label: हालात bbox=[12, 1935, 68, 1963]
